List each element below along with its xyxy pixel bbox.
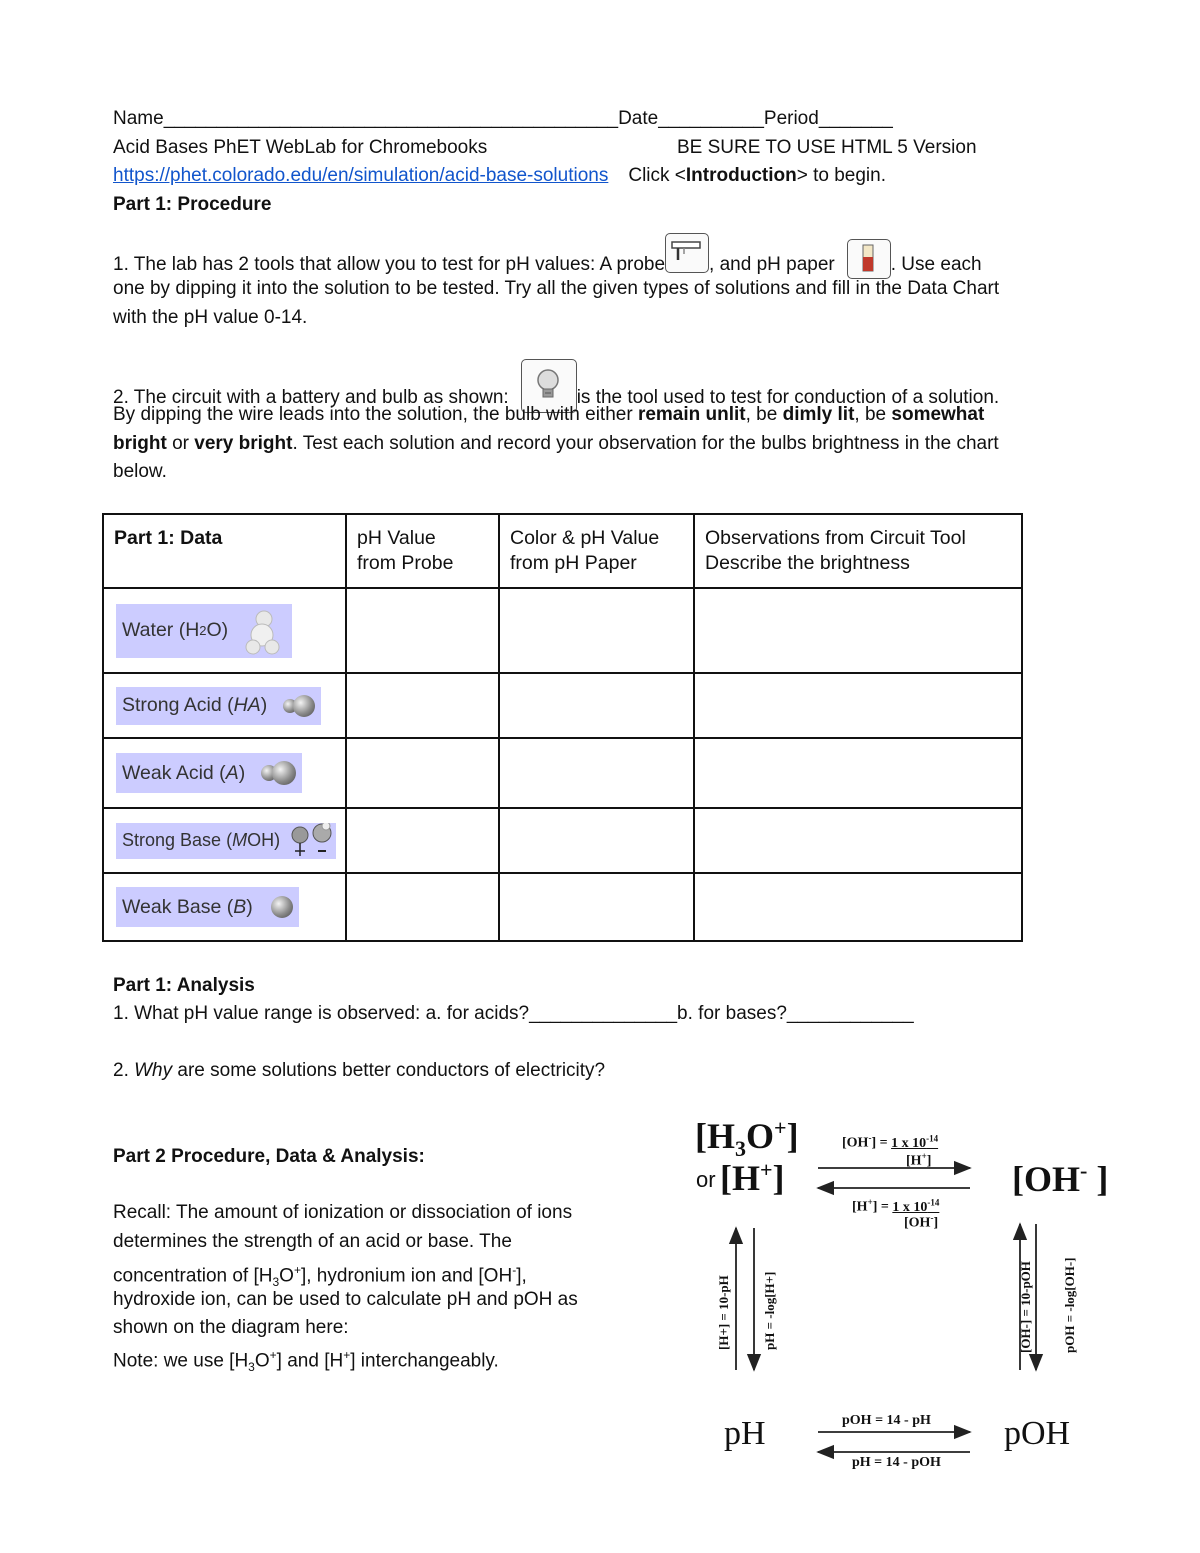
url-line [113,161,886,190]
remain-unlit-term: remain unlit [637,404,746,425]
poh-from-ph-equation: pOH = 14 - pH [842,1413,931,1428]
col-header-circuit: Observations from Circuit Tool Describe the brightness [705,527,966,574]
recall-line2: determines the strength of an acid or base. The [113,1231,512,1252]
oh-from-h-denominator: [H+] [906,1151,932,1169]
step2-line3: bright or very bright. Test each solution and record your observation for the bulbs brightness in the chart [113,433,999,454]
step1-text-c: . Use each [890,254,982,276]
probe-icon [665,233,709,273]
h-from-oh-equation: [H+] = 1 x $10^{-14}$ [852,1197,940,1215]
analysis-q1: 1. What pH value range is observed: a. for acids?______________b. for bases?____________ [113,1003,914,1024]
step1-text-a: 1. The lab has 2 tools that allow you to test for pH values: A probe [113,254,666,276]
note-line: Note: we use $[H_3O^+]$ and [H+] interchangeably. [113,1348,499,1375]
somewhat-term: somewhat [891,404,985,425]
ph-paper-icon [847,239,891,279]
weak-base-molecule-icon [271,896,293,918]
acids-range-blank[interactable]: ______________ [529,1003,678,1024]
step1-line3: with the pH value 0-14. [113,307,308,328]
water-probe-cell[interactable] [346,588,499,673]
weak-acid-probe-cell[interactable] [346,738,499,808]
recall-line1: Recall: The amount of ionization or dissociation of ions [113,1202,573,1223]
introduction-label: Introduction [685,165,797,186]
oh-from-h-equation: [OH-] = 1 x $10^{-14}$ [842,1133,939,1151]
oh-from-poh-equation: [OH-] = 10-pOH [1018,1261,1033,1353]
weak-acid-paper-cell[interactable] [499,738,694,808]
step1-line2: one by dipping it into the solution to be tested. Try all the given types of solutions and fill in the Data Chart [113,278,1000,299]
lab-title: Acid Bases PhET WebLab for Chromebooks [113,137,488,158]
weak-acid-molecule-icon [261,761,296,785]
part1-procedure-heading: Part 1: Procedure [113,194,272,215]
bases-range-blank[interactable]: ____________ [786,1003,914,1024]
name-blank[interactable]: ___________________________________________ [163,108,619,129]
weak-base-circuit-cell[interactable] [694,873,1022,941]
period-blank[interactable]: _______ [818,108,893,129]
water-circuit-cell[interactable] [694,588,1022,673]
strong-base-paper-cell[interactable] [499,808,694,873]
part1-analysis-heading: Part 1: Analysis [113,975,255,996]
col-header-paper: Color & pH Value from pH Paper [510,527,660,574]
table-row-strong-acid [103,673,1022,738]
recall-line4: hydroxide ion, can be used to calculate pH and pOH as [113,1289,578,1310]
click-prefix: Click < [628,165,686,186]
step2-text-a: 2. The circuit with a battery and bulb as shown: [113,387,509,409]
col-header-probe: pH Value from Probe [357,527,454,574]
strong-base-ions-icon [286,823,336,859]
h-plus-label: [H+] [720,1157,785,1198]
poh-label: pOH [1004,1415,1071,1452]
weak-acid-circuit-cell[interactable] [694,738,1022,808]
weak-acid-solution-label: Weak Acid ( A ) [116,753,302,793]
html5-note: BE SURE TO USE HTML 5 Version [677,137,977,158]
strong-acid-circuit-cell[interactable] [694,673,1022,738]
analysis-q2: 2. Why are some solutions better conductors of electricity? [113,1060,606,1081]
step2-line2: By dipping the wire leads into the solution, the bulb with either remain unlit, be dimly lit, be somewhat [113,404,985,425]
ph-label: pH [724,1415,766,1452]
date-blank[interactable]: __________ [658,108,764,129]
ph-from-poh-equation: pH = 14 - pOH [852,1455,941,1470]
click-suffix: > to begin. [796,165,886,186]
dimly-lit-term: dimly lit [782,404,855,425]
bright-term: bright [113,433,167,454]
strong-base-solution-label: Strong Base ( M OH) [116,823,336,859]
date-label: Date [618,108,659,129]
name-label: Name [113,108,164,129]
strong-acid-solution-label: Strong Acid ( HA ) [116,687,321,725]
step1-text-b: , and pH paper [709,254,835,276]
water-paper-cell[interactable] [499,588,694,673]
part1-data-table [102,513,1023,942]
strong-base-circuit-cell[interactable] [694,808,1022,873]
or-label: or [696,1167,716,1192]
table-row-strong-base [103,808,1022,873]
strong-base-probe-cell[interactable] [346,808,499,873]
poh-from-oh-equation: pOH = -log[OH-] [1062,1257,1077,1353]
h3o-label: $[H_3O^+]$ [695,1115,799,1162]
strong-acid-probe-cell[interactable] [346,673,499,738]
very-bright-term: very bright [194,433,293,454]
water-solution-label: Water (H 2 O) [116,604,292,658]
oh-label: [OH- ] [1012,1158,1109,1199]
step2-line4: below. [113,461,167,482]
name-date-period-line [113,104,893,133]
h-from-ph-equation: [H+] = 10-pH [716,1275,731,1350]
part2-heading: Part 2 Procedure, Data & Analysis: [113,1146,425,1167]
recall-line3: concentration of $[H_3O^+]$, hydronium ion and [OH-], [113,1263,527,1290]
step2-text-b: is the tool used to test for conduction of a solution. [576,387,1000,409]
recall-line5: shown on the diagram here: [113,1317,349,1338]
table-row-water [103,588,1022,673]
table-row-weak-acid [103,738,1022,808]
table-row-weak-base [103,873,1022,941]
strong-acid-paper-cell[interactable] [499,673,694,738]
period-label: Period [763,108,819,129]
weak-base-paper-cell[interactable] [499,873,694,941]
ph-from-h-equation: pH = -log[H+] [762,1271,777,1350]
weak-base-probe-cell[interactable] [346,873,499,941]
strong-acid-molecule-icon [283,695,315,717]
weak-base-solution-label: Weak Base ( B ) [116,887,299,927]
h-from-oh-denominator: [OH-] [904,1213,939,1231]
water-molecule-icon [242,607,286,655]
simulation-link[interactable]: https://phet.colorado.edu/en/simulation/acid-base-solutions [113,165,609,186]
table-title: Part 1: Data [114,527,223,549]
